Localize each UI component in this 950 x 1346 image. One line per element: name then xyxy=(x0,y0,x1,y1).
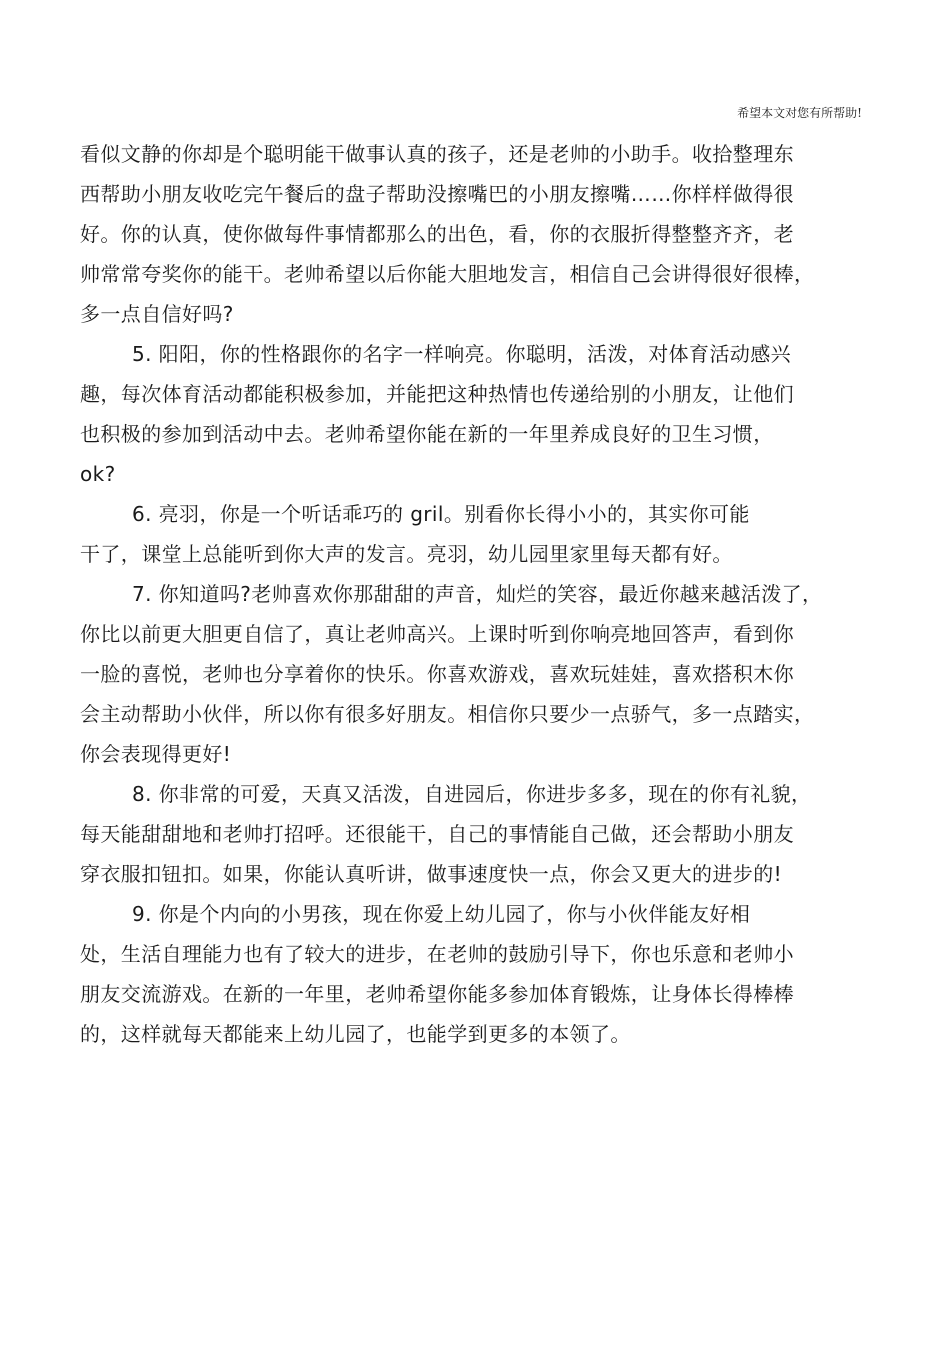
text-line: 西帮助小朋友收吃完午餐后的盘子帮助没擦嘴巴的小朋友擦嘴……你样样做得很 xyxy=(80,182,794,206)
document-body xyxy=(80,134,890,1054)
text-line: 看似文静的你却是个聪明能干做事认真的孩子，还是老帅的小助手。收拾整理东 xyxy=(80,142,794,166)
text-line: 你会表现得更好! xyxy=(80,742,232,766)
page-header-note: 希望本文对您有所帮助! xyxy=(737,106,862,120)
text-line: 好。你的认真，使你做每件事情都那么的出色，看，你的衣服折得整整齐齐，老 xyxy=(80,222,794,246)
text-line: 处，生活自理能力也有了较大的进步，在老帅的鼓励引导下，你也乐意和老帅小 xyxy=(80,942,794,966)
text-line: 多一点自信好吗? xyxy=(80,302,234,326)
paragraph-6-first-line: 6. 亮羽，你是一个听话乖巧的 gril。别看你长得小小的，其实你可能 xyxy=(132,502,750,526)
text-line: 帅常常夸奖你的能干。老帅希望以后你能大胆地发言，相信自己会讲得很好很棒， xyxy=(80,262,815,286)
text-line: ok? xyxy=(80,462,116,486)
paragraph-9-first-line: 9. 你是个内向的小男孩，现在你爱上幼儿园了，你与小伙伴能友好相 xyxy=(132,902,751,926)
text-line: 穿衣服扣钮扣。如果，你能认真听讲，做事速度快一点，你会又更大的进步的! xyxy=(80,862,783,886)
text-line: 一脸的喜悦，老帅也分享着你的快乐。你喜欢游戏，喜欢玩娃娃，喜欢搭积木你 xyxy=(80,662,794,686)
paragraph-8-first-line: 8. 你非常的可爱，天真又活泼，自进园后，你进步多多，现在的你有礼貌， xyxy=(132,782,812,806)
text-line: 干了，课堂上总能听到你大声的发言。亮羽，幼儿园里家里每天都有好。 xyxy=(80,542,733,566)
text-line: 趣，每次体育活动都能积极参加，并能把这种热情也传递给别的小朋友，让他们 xyxy=(80,382,794,406)
text-line: 每天能甜甜地和老帅打招呼。还很能干，自己的事情能自己做，还会帮助小朋友 xyxy=(80,822,794,846)
paragraph-5-first-line: 5. 阳阳，你的性格跟你的名字一样响亮。你聪明，活泼，对体育活动感兴 xyxy=(132,342,792,366)
text-line: 你比以前更大胆更自信了，真让老帅高兴。上课时听到你响亮地回答声，看到你 xyxy=(80,622,794,646)
text-line: 会主动帮助小伙伴，所以你有很多好朋友。相信你只要少一点骄气，多一点踏实， xyxy=(80,702,815,726)
paragraph-7-first-line: 7. 你知道吗?老帅喜欢你那甜甜的声音，灿烂的笑容，最近你越来越活泼了， xyxy=(132,582,823,606)
text-line: 也积极的参加到活动中去。老帅希望你能在新的一年里养成良好的卫生习惯， xyxy=(80,422,774,446)
text-line: 的，这样就每天都能来上幼儿园了，也能学到更多的本领了。 xyxy=(80,1022,631,1046)
text-line: 朋友交流游戏。在新的一年里，老帅希望你能多参加体育锻炼，让身体长得棒棒 xyxy=(80,982,794,1006)
